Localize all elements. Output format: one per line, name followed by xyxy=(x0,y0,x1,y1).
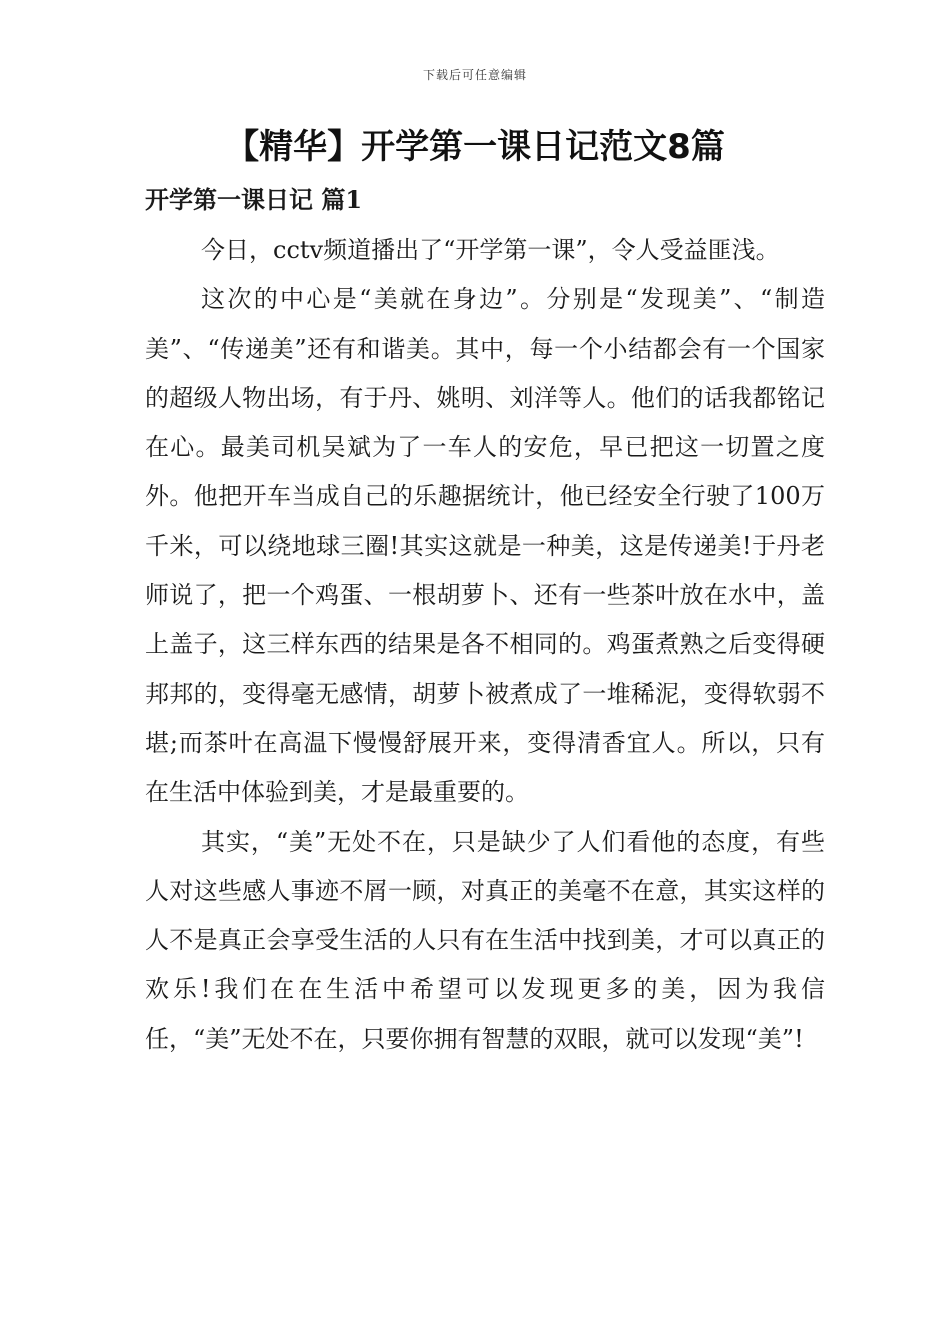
section-heading: 开学第一课日记 篇1 xyxy=(145,185,363,214)
body-text xyxy=(145,226,825,1064)
paragraph-1: 今日，cctv频道播出了“开学第一课”，令人受益匪浅。 xyxy=(201,236,780,264)
header-note: 下载后可任意编辑 xyxy=(422,68,527,82)
paragraph-3: 其实，“美”无处不在，只是缺少了人们看他的态度，有些人对这些感人事迹不屑一顾，对真正的美毫不在意，其实这样的人不是真正会享受生活的人只有在生活中找到美，才可以真正的欢乐!我们在在生活中希望可以发现更多的美，因为我信任，“美”无处不在，只要你拥有智慧的双眼，就可以发现“美”! xyxy=(145,827,825,1053)
document-title: 【精华】开学第一课日记范文8篇 xyxy=(225,127,725,167)
paragraph-2: 这次的中心是“美就在身边”。分别是“发现美”、“制造美”、“传递美”还有和谐美。其中，每一个小结都会有一个国家的超级人物出场，有于丹、姚明、刘洋等人。他们的话我都铭记在心。最美司机吴斌为了一车人的安危，早已把这一切置之度外。他把开车当成自己的乐趣据统计，他已经安全行驶了100万千米，可以绕地球三圈!其实这就是一种美，这是传递美!于丹老师说了，把一个鸡蛋、一根胡萝卜、还有一些茶叶放在水中，盖上盖子，这三样东西的结果是各不相同的。鸡蛋煮熟之后变得硬邦邦的，变得毫无感情，胡萝卜被煮成了一堆稀泥，变得软弱不堪;而茶叶在高温下慢慢舒展开来，变得清香宜人。所以，只有在生活中体验到美，才是最重要的。 xyxy=(145,285,825,807)
